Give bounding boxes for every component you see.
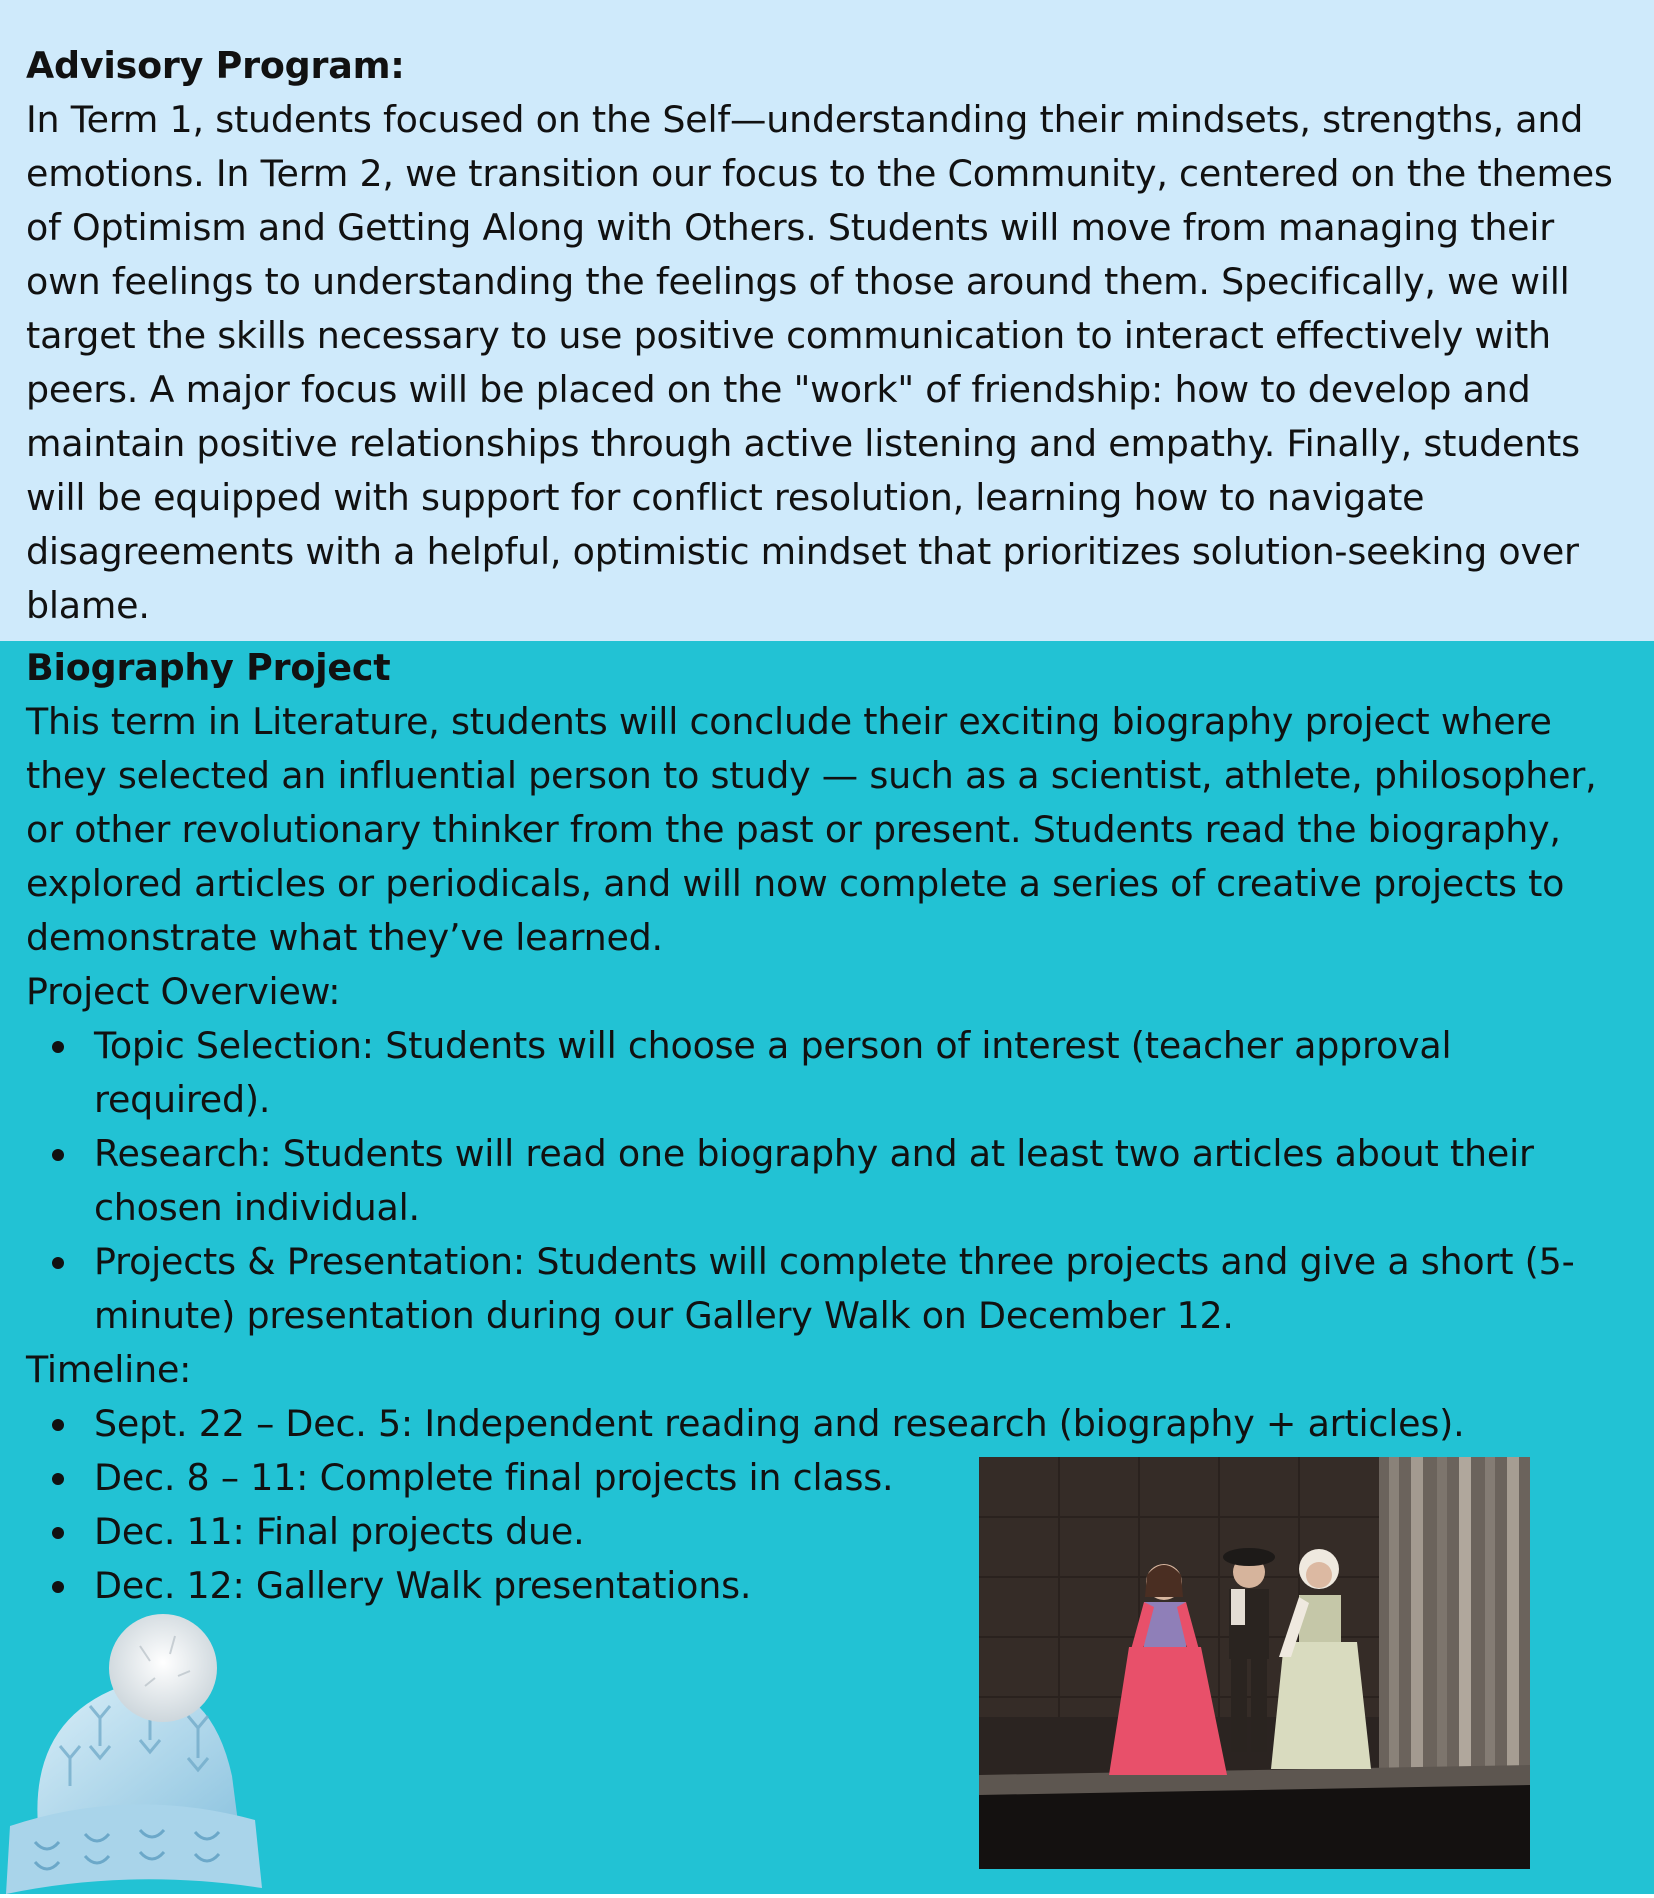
stage-photo-drawing xyxy=(979,1457,1530,1869)
hat-drawing xyxy=(0,1606,270,1894)
overview-list xyxy=(26,1019,1636,1343)
list-item: Topic Selection: Students will choose a person of interest (teacher approval required). xyxy=(26,1019,1634,1127)
timeline-label: Timeline: xyxy=(26,1348,192,1391)
stage-performance-photo xyxy=(979,1457,1530,1869)
list-item: Dec. 8 – 11: Complete final projects in class. xyxy=(26,1451,1634,1505)
advisory-block xyxy=(26,39,1636,633)
advisory-body: In Term 1, students focused on the Self—understanding their mindsets, strengths, and emotions. In Term 2, we transition our focus to the Community, centered on the themes of Optimism and Getting Along with Others. Students will move from managing their own feelings to understanding the feelings of those around them. Specifically, we will target the skills necessary to use positive communication to interact effectively with peers. A major focus will be placed on the "work" of friendship: how to develop and maintain positive relationships through active listening and empathy. Finally, students will be equipped with support for conflict resolution, learning how to navigate disagreements with a helpful, optimistic mindset that prioritizes solution-seeking over blame. xyxy=(26,98,1613,627)
list-item: Dec. 12: Gallery Walk presentations. xyxy=(26,1559,1634,1613)
knit-winter-hat-icon xyxy=(0,1606,270,1894)
list-item: Research: Students will read one biography and at least two articles about their chosen individual. xyxy=(26,1127,1634,1235)
list-item: Projects & Presentation: Students will complete three projects and give a short (5-minute) presentation during our Gallery Walk on December 12. xyxy=(26,1235,1634,1343)
overview-label: Project Overview: xyxy=(26,970,341,1013)
biography-heading: Biography Project xyxy=(26,646,391,689)
advisory-heading: Advisory Program: xyxy=(26,44,405,87)
biography-intro: This term in Literature, students will conclude their exciting biography project where they selected an influential person to study — such as a scientist, athlete, philosopher, or other revolutionary thinker from the past or present. Students read the biography, explored articles or periodicals, and will now complete a series of creative projects to demonstrate what they’ve learned. xyxy=(26,700,1597,959)
list-item: Dec. 11: Final projects due. xyxy=(26,1505,1634,1559)
list-item: Sept. 22 – Dec. 5: Independent reading and research (biography + articles). xyxy=(26,1397,1634,1451)
